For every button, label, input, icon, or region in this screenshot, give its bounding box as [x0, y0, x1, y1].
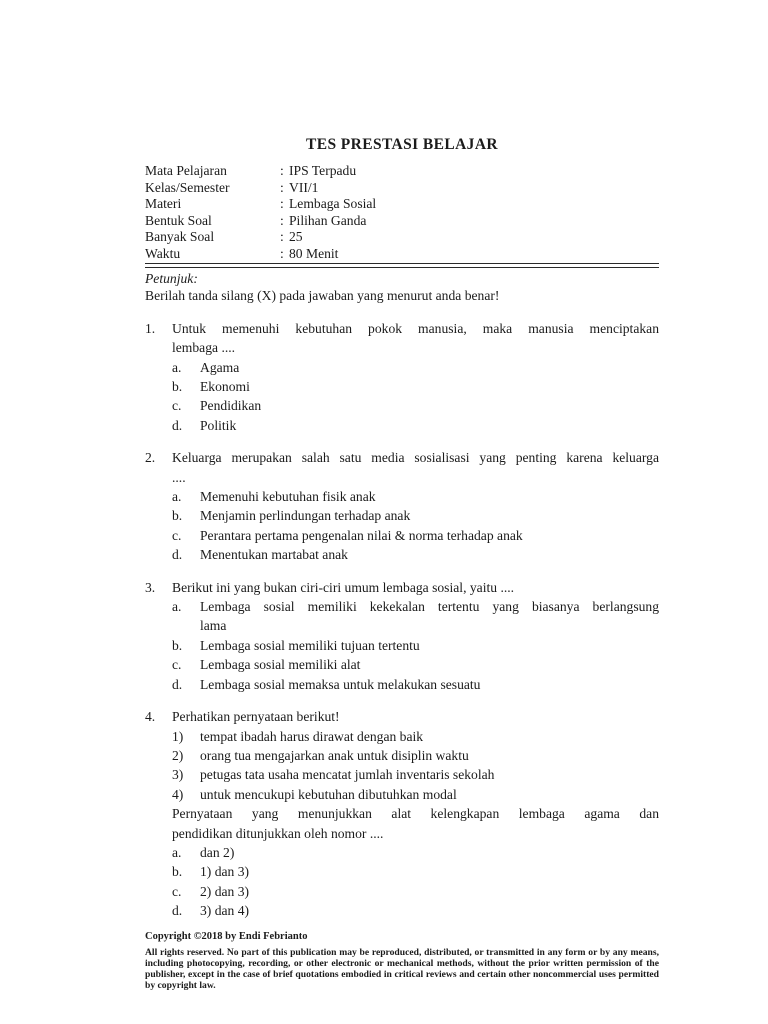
meta-label: Waktu: [145, 245, 181, 261]
option-marker: c.: [172, 883, 182, 899]
option-marker: c.: [172, 657, 182, 673]
option-c: [172, 882, 659, 901]
option-text: Lembaga sosial memaksa untuk melakukan sesuatu: [200, 676, 481, 692]
option-d: [172, 901, 659, 920]
option-c: [172, 655, 659, 674]
option-a: [172, 843, 659, 862]
question-number: 2.: [145, 450, 156, 466]
page-content: [145, 137, 659, 991]
meta-row: [145, 246, 659, 263]
instruction-text: Berilah tanda silang (X) pada jawaban yang menurut anda benar!: [145, 288, 500, 304]
option-text: Ekonomi: [200, 379, 250, 394]
meta-separator: :: [280, 196, 284, 212]
option-b: [172, 377, 659, 396]
page-title: TES PRESTASI BELAJAR: [305, 136, 499, 153]
option-marker: d.: [172, 676, 183, 692]
statement-marker: 2): [172, 747, 184, 763]
question-text: Untuk memenuhi kebutuhan pokok manusia, maka manusia menciptakan: [172, 320, 659, 336]
question-number: 3.: [145, 579, 156, 595]
option-marker: d.: [172, 547, 183, 563]
question-text: Keluarga merupakan salah satu media sosialisasi yang penting karena keluarga: [172, 450, 659, 466]
option-marker: a.: [172, 844, 182, 860]
meta-table: [145, 163, 659, 262]
statement-marker: 3): [172, 767, 184, 783]
option-marker: b.: [172, 864, 183, 880]
meta-value: VII/1: [289, 179, 319, 195]
question-number: 1.: [145, 320, 156, 336]
option-a: [172, 487, 659, 506]
option-marker: c.: [172, 527, 182, 543]
question-2: [145, 448, 659, 564]
meta-row: [145, 229, 659, 246]
meta-row: [145, 213, 659, 230]
statement-marker: 4): [172, 786, 184, 802]
meta-value: Lembaga Sosial: [289, 196, 377, 212]
option-marker: b.: [172, 379, 183, 394]
meta-separator: :: [280, 229, 284, 245]
option-text: Menjamin perlindungan terhadap anak: [200, 508, 411, 524]
meta-value: 25: [289, 229, 303, 245]
option-text: 2) dan 3): [200, 883, 250, 899]
option-marker: b.: [172, 637, 183, 653]
meta-separator: :: [280, 179, 284, 195]
question-body: [172, 319, 659, 435]
meta-separator: :: [280, 212, 284, 228]
question-number: 4.: [145, 709, 156, 725]
question-text: lembaga ....: [172, 340, 236, 356]
option-b: [172, 506, 659, 525]
meta-separator: :: [280, 163, 284, 178]
option-marker: a.: [172, 359, 182, 375]
option-marker: d.: [172, 903, 183, 919]
statement-text: petugas tata usaha mencatat jumlah inventaris sekolah: [200, 767, 495, 783]
page-footer: [145, 930, 659, 992]
option-text-line: Lembaga sosial memiliki kekekalan tertentu yang biasanya berlangsung: [200, 599, 659, 615]
option-text: Lembaga sosial memiliki tujuan tertentu: [200, 637, 420, 653]
option-b: [172, 636, 659, 655]
option-text: dan 2): [200, 844, 235, 860]
option-d: [172, 545, 659, 564]
statement-4: [172, 785, 659, 804]
option-marker: a.: [172, 489, 182, 505]
meta-label: Bentuk Soal: [145, 212, 212, 228]
option-text-line: lama: [200, 618, 227, 634]
question-4: [145, 707, 659, 920]
meta-row: [145, 196, 659, 213]
option-text: Agama: [200, 359, 240, 375]
option-text: Menentukan martabat anak: [200, 547, 348, 563]
question-3: [145, 578, 659, 694]
meta-row: [145, 163, 659, 180]
double-rule-divider: [145, 263, 659, 268]
statement-text: untuk mencukupi kebutuhan dibutuhkan modal: [200, 786, 457, 802]
meta-value: 80 Menit: [289, 245, 339, 261]
question-followup: Pernyataan yang menunjukkan alat kelengkapan lembaga agama dan: [172, 806, 659, 822]
statement-marker: 1): [172, 728, 184, 744]
footer-copyright: Copyright ©2018 by Endi Febrianto: [145, 930, 308, 942]
option-marker: b.: [172, 508, 183, 524]
option-a: [172, 597, 659, 636]
question-body: [172, 707, 659, 920]
option-text: Pendidikan: [200, 398, 262, 414]
option-c: [172, 526, 659, 545]
meta-label: Banyak Soal: [145, 229, 215, 245]
meta-value: Pilihan Ganda: [289, 212, 367, 228]
question-body: [172, 578, 659, 694]
meta-separator: :: [280, 245, 284, 261]
footer-rights-notice: All rights reserved. No part of this publication may be reproduced, distributed, or transmitted in any form or by any means, including photocopying, recording, or other electronic or mechanical methods, without the prior written permission of the publisher, except in the case of brief quotations embodied in critical reviews and certain other noncommercial uses permitted by copyright law.: [145, 947, 659, 992]
meta-label: Kelas/Semester: [145, 179, 230, 195]
statement-text: orang tua mengajarkan anak untuk disiplin waktu: [200, 747, 469, 763]
option-text: Politik: [200, 417, 237, 433]
meta-label: Mata Pelajaran: [145, 163, 227, 178]
option-c: [172, 396, 659, 415]
question-text: Berikut ini yang bukan ciri-ciri umum lembaga sosial, yaitu ....: [172, 579, 515, 595]
statement-3: [172, 765, 659, 784]
option-d: [172, 416, 659, 435]
question-body: [172, 448, 659, 564]
option-d: [172, 675, 659, 694]
meta-value: IPS Terpadu: [289, 163, 357, 178]
option-text: Lembaga sosial memiliki alat: [200, 657, 361, 673]
question-1: [145, 319, 659, 435]
statement-2: [172, 746, 659, 765]
option-marker: a.: [172, 599, 182, 615]
meta-label: Materi: [145, 196, 182, 212]
petunjuk-label: Petunjuk:: [145, 270, 198, 286]
question-text: Perhatikan pernyataan berikut!: [172, 709, 340, 725]
question-text: ....: [172, 469, 186, 485]
option-text: Memenuhi kebutuhan fisik anak: [200, 489, 376, 505]
question-followup: pendidikan ditunjukkan oleh nomor ....: [172, 825, 384, 841]
meta-row: [145, 180, 659, 197]
option-b: [172, 862, 659, 881]
option-a: [172, 358, 659, 377]
option-text: 3) dan 4): [200, 903, 250, 919]
option-marker: c.: [172, 398, 182, 414]
option-text: 1) dan 3): [200, 864, 250, 880]
statement-text: tempat ibadah harus dirawat dengan baik: [200, 728, 424, 744]
option-marker: d.: [172, 417, 183, 433]
option-text: Perantara pertama pengenalan nilai & norma terhadap anak: [200, 527, 523, 543]
option-text: [200, 597, 659, 636]
statement-1: [172, 727, 659, 746]
